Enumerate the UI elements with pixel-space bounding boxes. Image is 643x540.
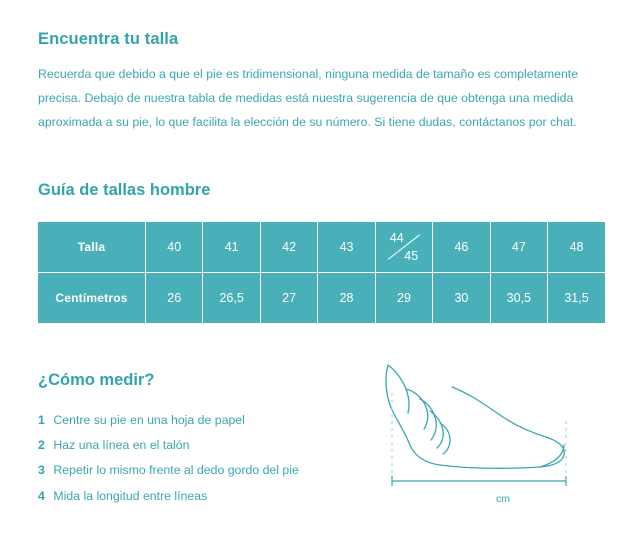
table-cell: 42: [260, 222, 317, 273]
table-cell: 40: [146, 222, 203, 273]
table-row-header-centimetros: Centímetros: [38, 272, 146, 323]
table-cell: 47: [490, 222, 547, 273]
split-bottom-value: 45: [404, 248, 419, 263]
size-guide-title: Guía de tallas hombre: [38, 180, 211, 199]
table-cell: 48: [548, 222, 605, 273]
table-cell: 27: [260, 272, 317, 323]
table-cell: 46: [433, 222, 490, 273]
how-to-measure-section: [38, 371, 605, 509]
table-cell: 29: [375, 272, 432, 323]
step-number: 2: [38, 438, 45, 453]
page-title: Encuentra tu talla: [38, 30, 179, 48]
step-number: 3: [38, 463, 45, 478]
table-cell: 30: [433, 272, 490, 323]
measurement-unit-label: cm: [496, 492, 510, 505]
table-cell: 43: [318, 222, 375, 273]
table-cell-split-44-45: [375, 222, 432, 273]
foot-measurement-illustration: [380, 359, 605, 505]
table-cell: 28: [318, 272, 375, 323]
table-row-header-talla: Talla: [38, 222, 146, 273]
size-table: [38, 222, 605, 323]
step-number: 1: [38, 412, 45, 427]
step-text: Centre su pie en una hoja de papel: [53, 412, 245, 427]
step-text: Repetir lo mismo frente al dedo gordo del pie: [53, 463, 299, 478]
step-text: Haz una línea en el talón: [53, 438, 190, 453]
table-row: [38, 272, 605, 323]
table-cell: 26: [146, 272, 203, 323]
intro-paragraph: Recuerda que debido a que el pie es tridimensional, ninguna medida de tamaño es completamente precisa. Debajo de nuestra tabla de medidas está nuestra sugerencia de que obtenga una medida aproximada a su pie, lo que facilita la elección de su número. Si tiene dudas, contáctanos por chat.: [38, 67, 579, 129]
step-text: Mida la longitud entre líneas: [53, 488, 208, 503]
foot-icon: [380, 359, 605, 499]
how-to-measure-title: ¿Cómo medir?: [38, 370, 155, 389]
table-cell: 41: [203, 222, 260, 273]
table-cell: 30,5: [490, 272, 547, 323]
step-number: 4: [38, 488, 45, 503]
table-cell: 31,5: [548, 272, 605, 323]
table-cell: 26,5: [203, 272, 260, 323]
table-row: [38, 222, 605, 273]
split-top-value: 44: [389, 230, 404, 245]
